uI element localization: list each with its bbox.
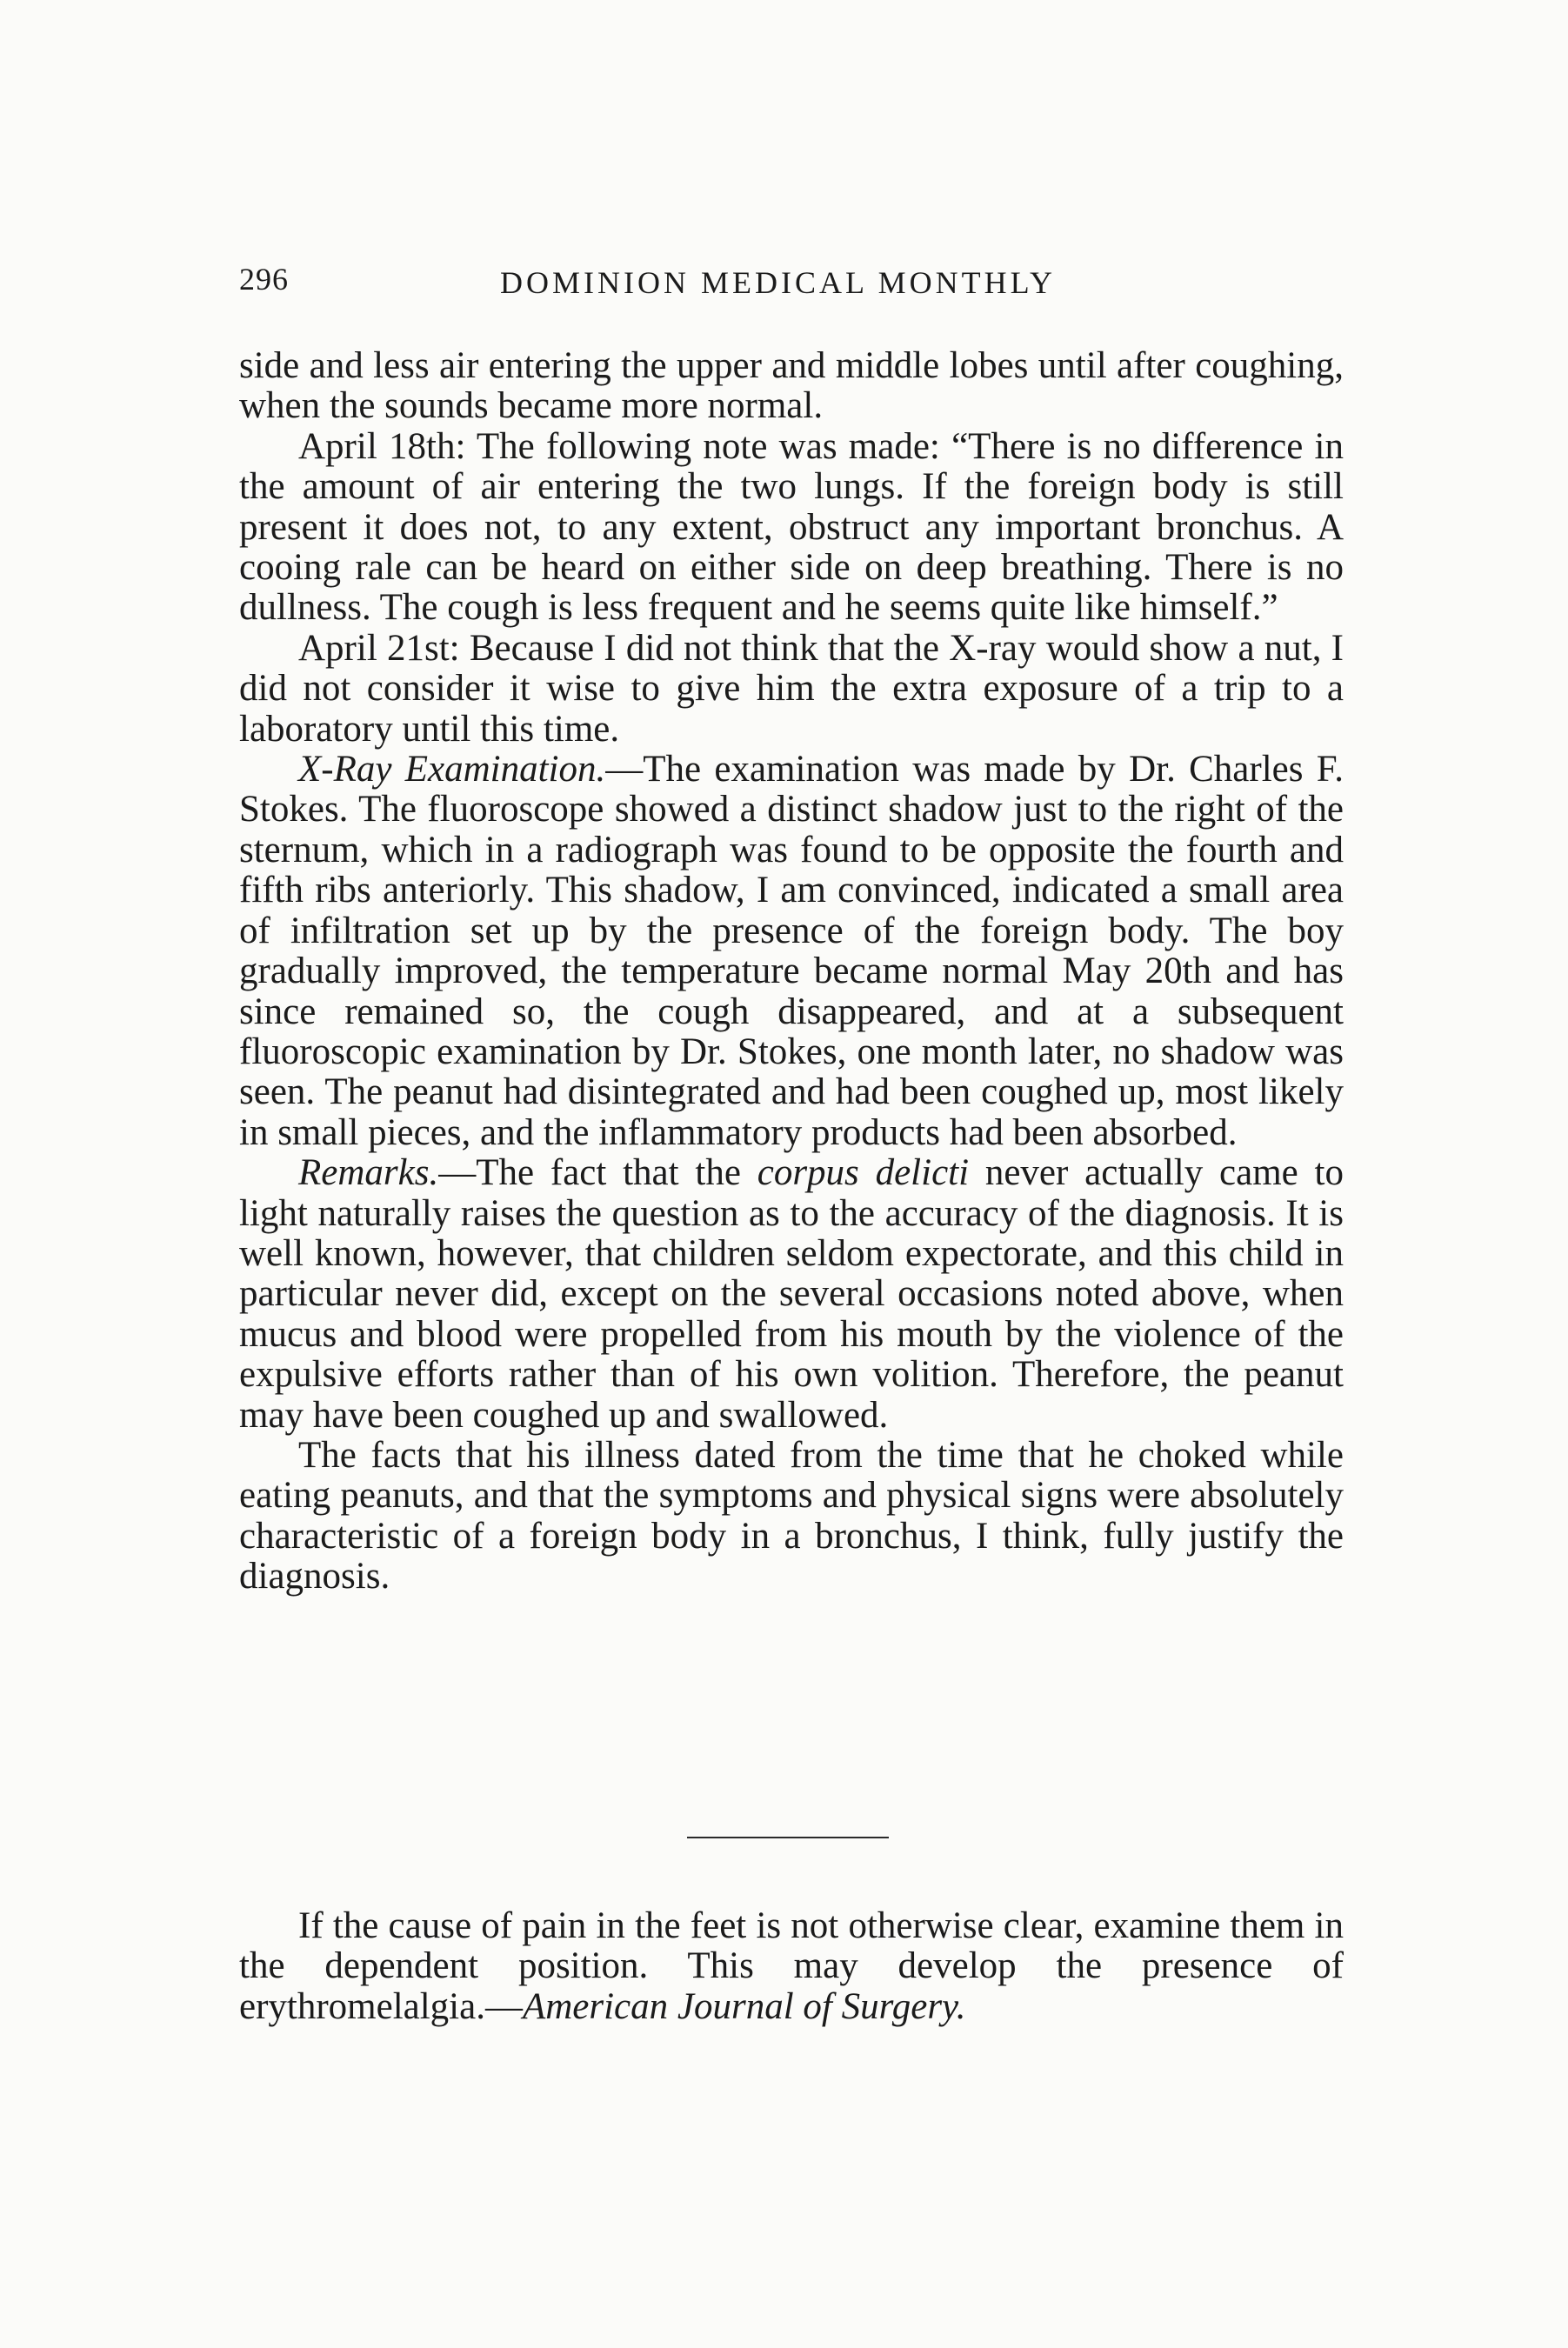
paragraph-april-18: April 18th: The following note was made: “There is no difference in the amount of air entering the two lungs. If the foreign body is still present it does not, to any extent, obstruct any important bronchus. A cooing rale can be heard on either side on deep breathing. There is no dullness. The cough is less frequent and he seems quite like himself.”	[239, 425, 1344, 629]
remarks-text-b: never actually came to light naturally raises the question as to the accuracy of the diagnosis. It is well known, however, that children seldom expectorate, and this child in particular never did, except on the several occasions noted above, when mucus and blood were propelled from his mouth by the violence of the expulsive efforts rather than of his own volition. Therefore, the peanut may have been coughed up and swallowed.	[239, 1152, 1344, 1436]
note-text: If the cause of pain in the feet is not otherwise clear, examine them in the dependent position. This may develop the presence of erythromelalgia.—	[239, 1905, 1344, 2027]
journal-title: DOMINION MEDICAL MONTHLY	[500, 265, 1057, 300]
page-number: 296	[239, 262, 289, 297]
paragraph-april-21: April 21st: Because I did not think that the X-ray would show a nut, I did not consider it wise to give him the extra exposure of a trip to a laboratory until this time.	[239, 627, 1344, 750]
remarks-heading: Remarks.	[298, 1152, 439, 1194]
paragraph-remarks	[239, 1153, 1344, 1436]
section-divider	[687, 1837, 889, 1838]
paragraph-continued: side and less air entering the upper and middle lobes until after coughing, when the sounds became more normal.	[239, 345, 1344, 427]
remarks-term: corpus delicti	[757, 1152, 970, 1194]
remarks-text-a: —The fact that the	[438, 1152, 757, 1194]
paragraph-conclusion: The facts that his illness dated from the time that he choked while eating peanuts, and that the symptoms and physical signs were absolutely characteristic of a foreign body in a bronchus, I think, fully justify the diagnosis.	[239, 1434, 1344, 1598]
paragraph-x-ray	[239, 750, 1344, 1153]
note-source: American Journal of Surgery.	[522, 1985, 966, 2027]
x-ray-text: —The examination was made by Dr. Charles F. Stokes. The fluoroscope showed a distinct shadow just to the right of the sternum, which in a radiograph was found to be opposite the fourth and fifth ribs anteriorly. This shadow, I am convinced, indicated a small area of infiltration set up by the presence of the foreign body. The boy gradually improved, the temperature became normal May 20th and has since remained so, the cough disappeared, and at a subsequent fluoroscopic examination by Dr. Stokes, one month later, no shadow was seen. The peanut had disintegrated and had been coughed up, most likely in small pieces, and the inflammatory products had been absorbed.	[239, 749, 1344, 1153]
article-body	[239, 346, 1344, 1598]
note-paragraph	[239, 1906, 1344, 2027]
clinical-note	[239, 1906, 1344, 2027]
x-ray-heading: X-Ray Examination.	[298, 749, 606, 790]
running-head	[239, 261, 1344, 313]
